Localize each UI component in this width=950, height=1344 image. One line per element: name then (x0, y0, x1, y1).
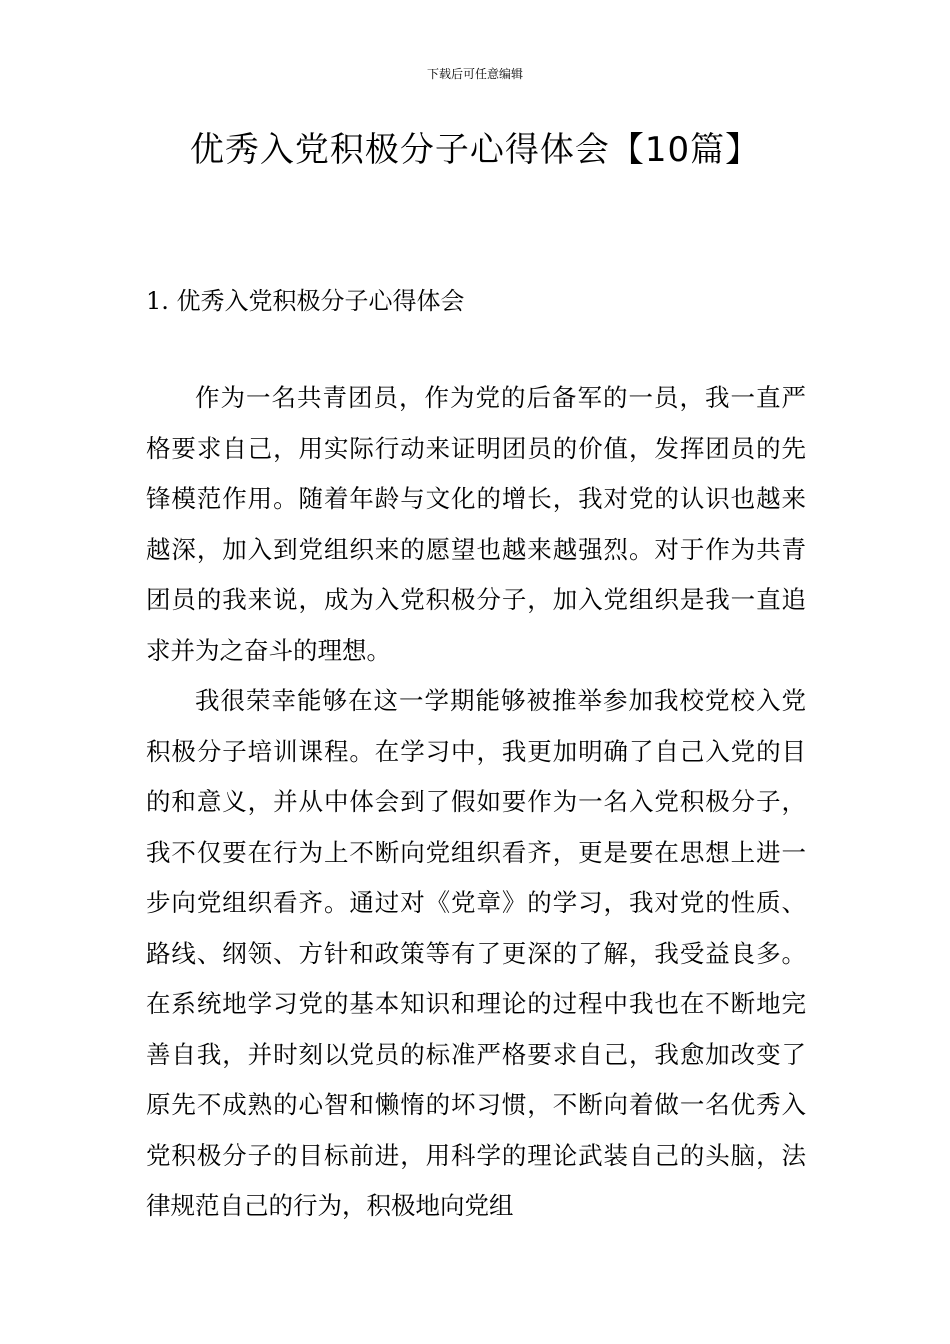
section-heading: 1. 优秀入党积极分子心得体会 (146, 287, 465, 315)
body-text (146, 373, 806, 1232)
paragraph-1: 作为一名共青团员，作为党的后备军的一员，我一直严格要求自己，用实际行动来证明团员的价值，发挥团员的先锋模范作用。随着年龄与文化的增长，我对党的认识也越来越深，加入到党组织来的愿望也越来越强烈。对于作为共青团员的我来说，成为入党积极分子，加入党组织是我一直追求并为之奋斗的理想。 (146, 383, 806, 665)
document-title: 优秀入党积极分子心得体会【10篇】 (189, 130, 761, 170)
paragraph-2: 我很荣幸能够在这一学期能够被推举参加我校党校入党积极分子培训课程。在学习中，我更加明确了自己入党的目的和意义，并从中体会到了假如要作为一名入党积极分子，我不仅要在行为上不断向党组织看齐，更是要在思想上进一步向党组织看齐。通过对《党章》的学习，我对党的性质、路线、纲领、方针和政策等有了更深的了解，我受益良多。在系统地学习党的基本知识和理论的过程中我也在不断地完善自我，并时刻以党员的标准严格要求自己，我愈加改变了原先不成熟的心智和懒惰的坏习惯，不断向着做一名优秀入党积极分子的目标前进，用科学的理论武装自己的头脑，法律规范自己的行为，积极地向党组 (146, 686, 806, 1220)
header-note: 下载后可任意编辑 (426, 67, 523, 81)
